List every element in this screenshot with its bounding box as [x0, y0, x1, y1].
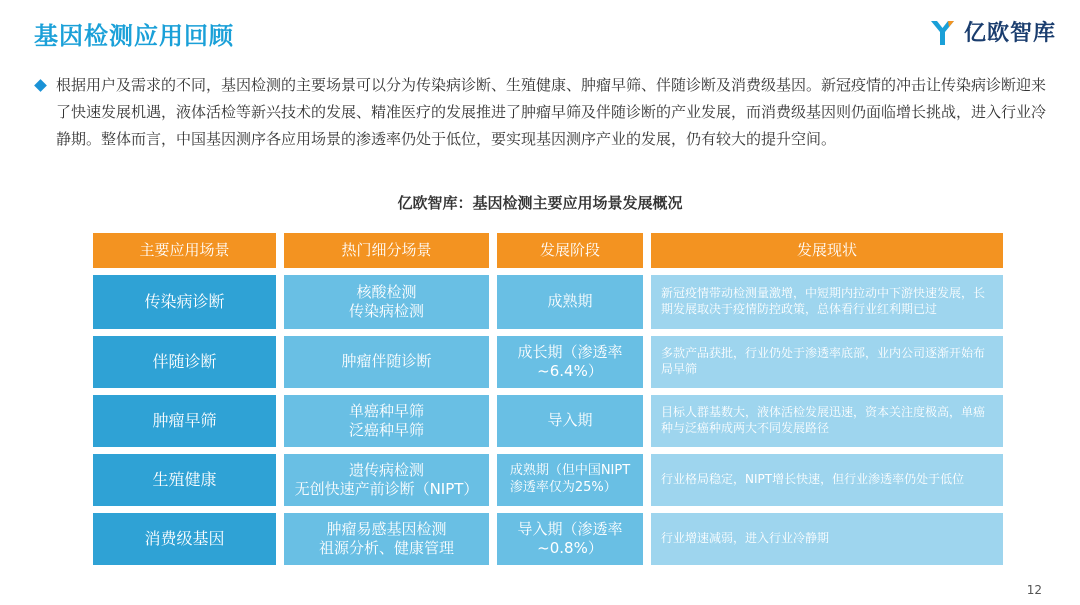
table-row-1-sub: 核酸检测 传染病检测 [284, 275, 489, 329]
intro-paragraph [36, 72, 1046, 153]
page-number: 12 [1026, 583, 1042, 597]
table-row-4-stage: 成熟期（但中国NIPT 渗透率仅为25%） [497, 454, 643, 506]
table-row-1-scene: 传染病诊断 [93, 275, 276, 329]
table-header-status: 发展现状 [651, 233, 1003, 268]
page-title: 基因检测应用回顾 [34, 22, 234, 50]
table-row-3-scene: 肿瘤早筛 [93, 395, 276, 447]
table-row-3-sub: 单癌种早筛 泛癌种早筛 [284, 395, 489, 447]
table-row-2-status: 多款产品获批，行业仍处于渗透率底部，业内公司逐渐开始布局早筛 [651, 336, 1003, 388]
table-row-5-stage: 导入期（渗透率 ~0.8%） [497, 513, 643, 565]
table-row-1-status: 新冠疫情带动检测量激增，中短期内拉动中下游快速发展，长期发展取决于疫情防控政策，总体看行业红利期已过 [651, 275, 1003, 329]
table-row-4-sub: 遗传病检测 无创快速产前诊断（NIPT） [284, 454, 489, 506]
table-row-2-stage: 成长期（渗透率 ~6.4%） [497, 336, 643, 388]
logo-text: 亿欧智库 [963, 21, 1056, 46]
table-row-5-status: 行业增速减弱，进入行业冷静期 [651, 513, 1003, 565]
table-row-2-sub: 肿瘤伴随诊断 [284, 336, 489, 388]
intro-text: 根据用户及需求的不同，基因检测的主要场景可以分为传染病诊断、生殖健康、肿瘤早筛、伴随诊断及消费级基因。新冠疫情的冲击让传染病诊断迎来了快速发展机遇，液体活检等新兴技术的发展、精准医疗的发展推进了肿瘤早筛及伴随诊断的产业发展，而消费级基因则仍面临增长挑战，进入行业冷静期。整体而言，中国基因测序各应用场景的渗透率仍处于低位，要实现基因测序产业的发展，仍有较大的提升空间。 [56, 76, 1047, 148]
table-row-3-stage: 导入期 [497, 395, 643, 447]
diamond-bullet-icon [34, 79, 47, 92]
table-header-scene: 主要应用场景 [93, 233, 276, 268]
yiou-logo-icon [928, 17, 958, 47]
table-row-4-scene: 生殖健康 [93, 454, 276, 506]
table-row-2-scene: 伴随诊断 [93, 336, 276, 388]
table-row-4-status: 行业格局稳定，NIPT增长快速，但行业渗透率仍处于低位 [651, 454, 1003, 506]
table-row-1-stage: 成熟期 [497, 275, 643, 329]
table-row-3-status: 目标人群基数大，液体活检发展迅速，资本关注度极高，单癌种与泛癌种成两大不同发展路径 [651, 395, 1003, 447]
table-title: 亿欧智库：基因检测主要应用场景发展概况 [397, 194, 683, 212]
table-header-sub: 热门细分场景 [284, 233, 489, 268]
table-row-5-sub: 肿瘤易感基因检测 祖源分析、健康管理 [284, 513, 489, 565]
table-row-5-scene: 消费级基因 [93, 513, 276, 565]
brand-logo [928, 16, 1056, 47]
table-header-stage: 发展阶段 [497, 233, 643, 268]
